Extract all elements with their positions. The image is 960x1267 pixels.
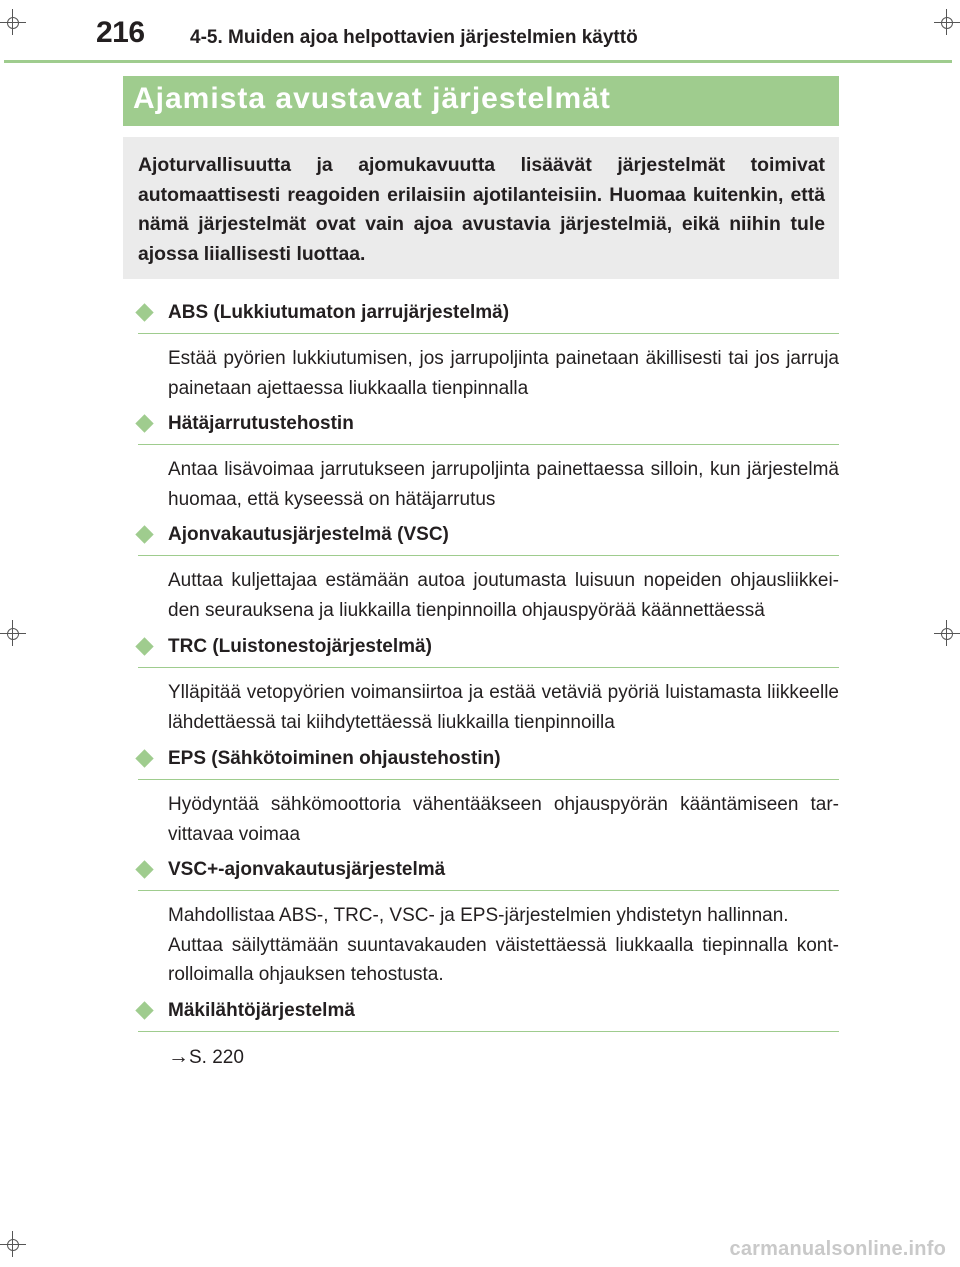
intro-text: Ajoturvallisuutta ja ajomukavuutta lisäävät järjestelmät toimivat automaattisesti reagoiden erilaisiin ajotilanteisiin. Huomaa kuitenkin, että nämä järjestelmät ovat vain ajoa avustavia järjestelmiä, eikä niihin tule ajossa liiallisesti luottaa. [138, 154, 825, 265]
section-heading [138, 298, 839, 334]
page-title: Ajamista avustavat järjestelmät [133, 82, 611, 115]
crop-mark-circle [941, 628, 953, 640]
section-paragraph: Auttaa kuljettajaa estämään autoa joutumasta luisuun nopeiden ohjausliikkeiden seurauksena ja liukkailla tienpinnoilla ohjauspyörää käännettäessä [168, 570, 839, 621]
section-abs [123, 298, 839, 403]
section-title: Ajonvakautusjärjestelmä (VSC) [168, 524, 449, 545]
diamond-bullet-icon [135, 303, 153, 321]
header-rule [4, 60, 952, 63]
section-heading [138, 632, 839, 668]
crop-mark-circle [941, 17, 953, 29]
section-title: TRC (Luistonestojärjestelmä) [168, 636, 432, 657]
section-title: Hätäjarrutustehostin [168, 413, 354, 434]
diamond-bullet-icon [135, 1001, 153, 1019]
section-body [168, 344, 839, 403]
section-vsc [123, 520, 839, 625]
section-body [168, 901, 839, 990]
section-body [168, 566, 839, 625]
intro-box [123, 137, 839, 279]
diamond-bullet-icon [135, 414, 153, 432]
section-title: ABS (Lukkiutumaton jarrujärjestelmä) [168, 302, 510, 323]
diamond-bullet-icon [135, 525, 153, 543]
diamond-bullet-icon [135, 860, 153, 878]
page-reference-text: S. 220 [189, 1047, 244, 1068]
diamond-bullet-icon [135, 637, 153, 655]
section-eps [123, 744, 839, 849]
section-heading [138, 520, 839, 556]
section-body [168, 678, 839, 737]
chapter-title: 4-5. Muiden ajoa helpottavien järjestelmien käyttö [190, 27, 638, 48]
section-paragraph: Antaa lisävoimaa jarrutukseen jarrupoljinta painettaessa silloin, kun järjestelmä huomaa, että kyseessä on hätäjarrutus [168, 459, 839, 510]
section-brake-assist [123, 409, 839, 514]
section-trc [123, 632, 839, 737]
section-body [168, 790, 839, 849]
section-title-bar [123, 76, 839, 126]
section-heading [138, 855, 839, 891]
diamond-bullet-icon [135, 749, 153, 767]
section-hill-start [123, 996, 839, 1073]
page-header [0, 0, 960, 62]
crop-mark-circle [7, 17, 19, 29]
section-paragraph: Hyödyntää sähkömoottoria vähentääkseen ohjauspyörän kääntämiseen tarvittavaa voimaa [168, 794, 839, 845]
section-vsc-plus [123, 855, 839, 990]
arrow-right-icon: → [168, 1045, 189, 1068]
section-heading [138, 744, 839, 780]
section-title: Mäkilähtöjärjestelmä [168, 1000, 355, 1021]
page-reference[interactable] [168, 1042, 839, 1073]
page-number: 216 [96, 16, 145, 49]
section-title: EPS (Sähkötoiminen ohjaustehostin) [168, 748, 501, 769]
section-body [168, 1042, 839, 1073]
section-paragraph: Estää pyörien lukkiutumisen, jos jarrupoljinta painetaan äkillisesti tai jos jarruja painetaan ajettaessa liukkaalla tienpinnalla [168, 348, 839, 399]
section-paragraph: Auttaa säilyttämään suuntavakauden väistettäessä liukkaalla tiepinnalla kontrolloimalla ohjauksen tehostusta. [168, 934, 839, 985]
section-title: VSC+-ajonvakautusjärjestelmä [168, 859, 446, 880]
crop-mark-circle [7, 628, 19, 640]
section-paragraph: Mahdollistaa ABS-, TRC-, VSC- ja EPS-järjestelmien yhdistetyn hallinnan. [168, 905, 789, 926]
section-body [168, 455, 839, 514]
watermark: carmanualsonline.info [729, 1238, 946, 1260]
section-paragraph: Ylläpitää vetopyörien voimansiirtoa ja estää vetäviä pyöriä luistamasta liikkeelle lähdettäessä tai kiihdytettäessä liukkailla tienpinnoilla [168, 682, 839, 733]
section-heading [138, 996, 839, 1032]
section-heading [138, 409, 839, 445]
crop-mark-circle [7, 1239, 19, 1251]
